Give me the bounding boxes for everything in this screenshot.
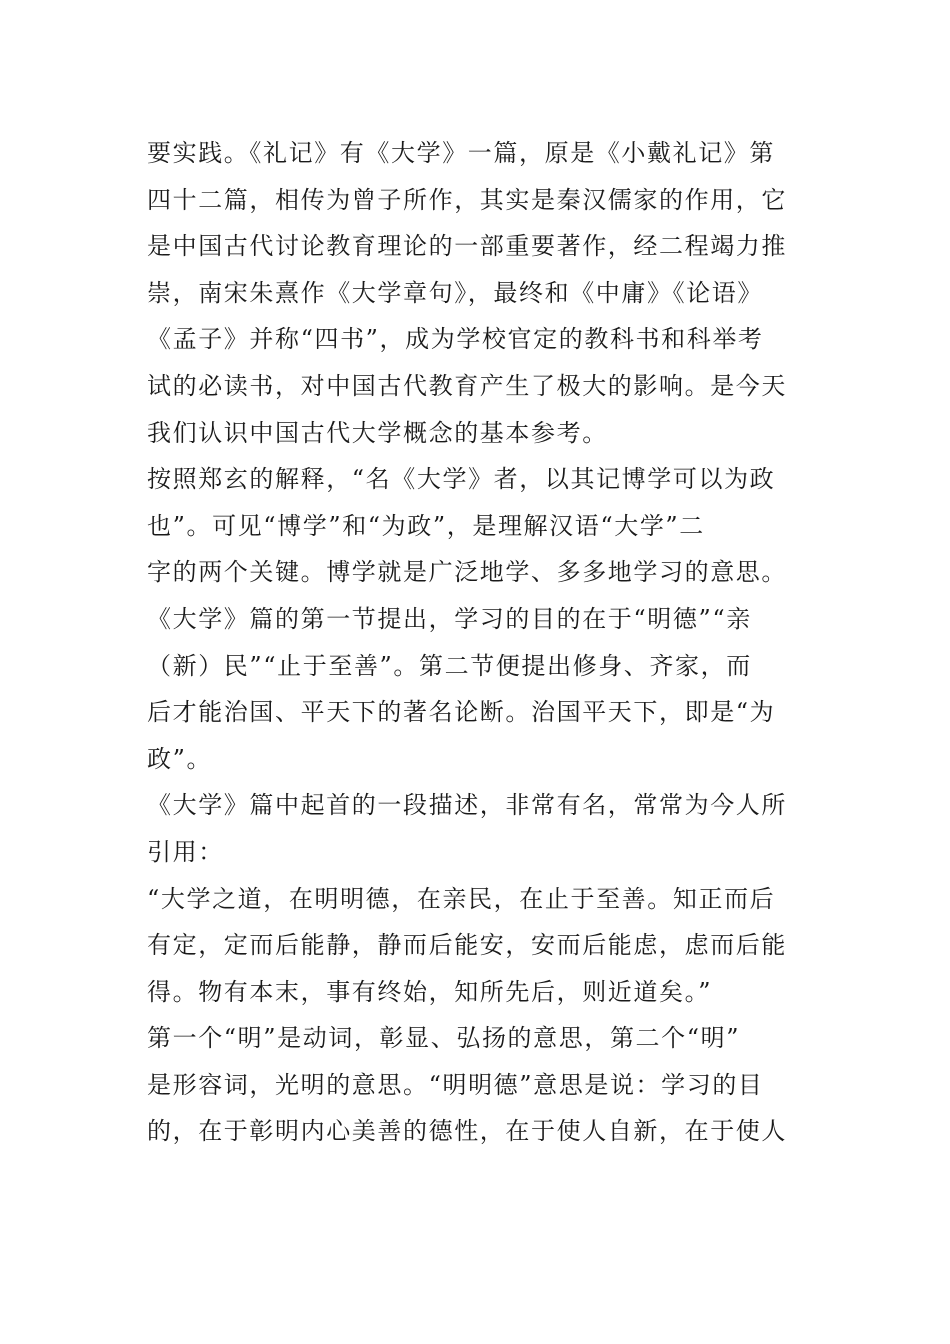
text-line: 要实践。《礼记》有《大学》一篇，原是《小戴礼记》第 — [147, 139, 775, 167]
text-line: 字的两个关键。博学就是广泛地学、多多地学习的意思。 — [147, 558, 787, 587]
text-line: （新）民”“止于至善”。第二节便提出修身、齐家，而 — [147, 651, 752, 680]
text-line: 我们认识中国古代大学概念的基本参考。 — [147, 418, 608, 447]
text-line: 四十二篇，相传为曾子所作，其实是秦汉儒家的作用，它 — [147, 185, 787, 214]
text-line: 也”。可见“博学”和“为政”，是理解汉语“大学”二 — [147, 511, 705, 540]
text-line: 政”。 — [147, 744, 213, 773]
text-line: 后才能治国、平天下的著名论断。治国平天下，即是“为 — [147, 698, 776, 727]
text-line: 是形容词，光明的意思。“明明德”意思是说：学习的目 — [147, 1070, 764, 1099]
text-line: 崇，南宋朱熹作《大学章句》，最终和《中庸》《论语》 — [147, 278, 763, 307]
text-line: 《孟子》并称“四书”，成为学校官定的教科书和科举考 — [147, 325, 764, 354]
text-line: 的，在于彰明内心美善的德性，在于使人自新，在于使人 — [147, 1117, 787, 1146]
text-line: 有定，定而后能静，静而后能安，安而后能虑，虑而后能 — [147, 931, 787, 960]
text-line: 是中国古代讨论教育理论的一部重要著作，经二程竭力推 — [147, 232, 787, 261]
text-line: 《大学》篇中起首的一段描述，非常有名，常常为今人所 — [147, 791, 787, 820]
text-line: 得。物有本末，事有终始，知所先后，则近道矣。” — [147, 977, 713, 1006]
text-line: 试的必读书，对中国古代教育产生了极大的影响。是今天 — [147, 371, 787, 400]
body-text — [147, 130, 807, 1155]
text-line: 引用： — [147, 837, 224, 866]
text-line: 《大学》篇的第一节提出，学习的目的在于“明德”“亲 — [147, 604, 752, 633]
text-line: 按照郑玄的解释，“名《大学》者，以其记博学可以为政 — [147, 465, 776, 494]
text-line: 第一个“明”是动词，彰显、弘扬的意思，第二个“明” — [147, 1024, 741, 1053]
text-line: “大学之道，在明明德，在亲民，在止于至善。知正而后 — [147, 884, 776, 913]
